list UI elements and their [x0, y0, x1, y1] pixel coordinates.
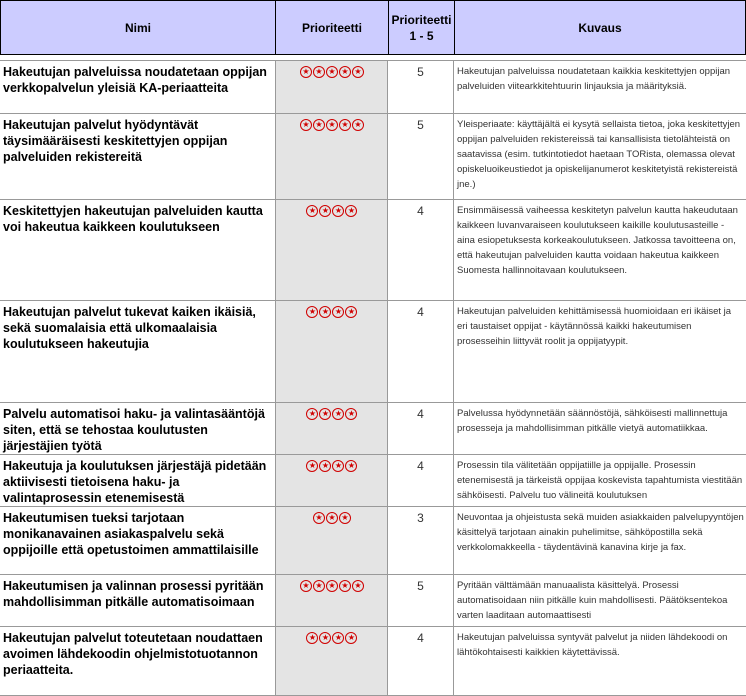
star-icon: ★	[345, 632, 357, 644]
priority-stars	[276, 627, 388, 696]
priority-value: 4	[388, 200, 454, 301]
star-icon: ★	[345, 205, 357, 217]
priority-value: 4	[388, 455, 454, 507]
star-icon: ★	[345, 306, 357, 318]
star-icon: ★	[339, 580, 351, 592]
priority-value: 4	[388, 627, 454, 696]
star-icon: ★	[306, 632, 318, 644]
priority-value: 4	[388, 301, 454, 403]
requirement-description: Hakeutujan palveluissa syntyvät palvelut ja niiden lähdekoodi on lähtökohtaisesti kaikkien käytettävissä.	[454, 627, 746, 696]
requirement-description: Palvelussa hyödynnetään säännöstöjä, sähköisesti mallinnettuja prosesseja ja mahdollisimman pitkälle vietyä automatiikkaa.	[454, 403, 746, 455]
star-icon: ★	[319, 306, 331, 318]
star-icon: ★	[332, 306, 344, 318]
requirement-description: Ensimmäisessä vaiheessa keskitetyn palvelun kautta hakeudutaan kaikkeen luvanvaraiseen koulutukseen kaikille koulutusasteille - aina esiopetuksesta korkeakoulutukseen. Jatkossa tavoitteena on, että hakeutujan palveluiden kautta voidaan hakeutua kaikkeen Suomesta hallinnoitavaan koulutukseen.	[454, 200, 746, 301]
star-icon: ★	[332, 408, 344, 420]
star-icon: ★	[319, 408, 331, 420]
header-name: Nimi	[0, 0, 276, 55]
table-row	[0, 301, 746, 403]
star-icon: ★	[339, 512, 351, 524]
star-icon: ★	[300, 66, 312, 78]
requirement-description: Yleisperiaate: käyttäjältä ei kysytä sellaista tietoa, joka keskitettyjen oppijan palveluiden rekistereissä tai kansallisista tietolähteistä on saatavissa (esim. tutkintotiedot haetaan TORista, olemassa olevat opiskeluoikeustiedot ja opiskelijanumerot keskitetyistä rekistereistä jne.)	[454, 114, 746, 200]
priority-stars	[276, 507, 388, 575]
star-icon: ★	[319, 205, 331, 217]
priority-stars	[276, 403, 388, 455]
table-row	[0, 455, 746, 507]
star-icon: ★	[326, 66, 338, 78]
requirement-name: Keskitettyjen hakeutujan palveluiden kautta voi hakeutua kaikkeen koulutukseen	[0, 200, 276, 301]
star-icon: ★	[339, 66, 351, 78]
star-icon: ★	[326, 580, 338, 592]
header-gap	[0, 55, 746, 61]
star-icon: ★	[319, 460, 331, 472]
priority-stars	[276, 61, 388, 114]
requirement-name: Hakeutujan palvelut toteutetaan noudattaen avoimen lähdekoodin ohjelmistotuotannon periaatteita.	[0, 627, 276, 696]
table-row	[0, 403, 746, 455]
star-icon: ★	[345, 460, 357, 472]
priority-value: 3	[388, 507, 454, 575]
star-icon: ★	[345, 408, 357, 420]
priority-stars	[276, 200, 388, 301]
star-icon: ★	[306, 460, 318, 472]
star-icon: ★	[352, 119, 364, 131]
requirement-description: Neuvontaa ja ohjeistusta sekä muiden asiakkaiden palvelupyyntöjen käsittelyä tarjotaan ainakin puhelimitse, sähköpostilla sekä verkkolomakkeella - täydentävinä kanavina kirje ja fax.	[454, 507, 746, 575]
table-row	[0, 627, 746, 696]
star-icon: ★	[300, 580, 312, 592]
requirement-description: Hakeutujan palveluissa noudatetaan kaikkia keskitettyjen oppijan palveluiden viitearkkitehtuurin linjauksia ja määrityksiä.	[454, 61, 746, 114]
requirement-name: Hakeutujan palvelut tukevat kaiken ikäisiä, sekä suomalaisia että ulkomaalaisia koulutukseen hakeutujia	[0, 301, 276, 403]
priority-value: 5	[388, 575, 454, 627]
star-icon: ★	[313, 580, 325, 592]
star-icon: ★	[313, 119, 325, 131]
requirement-description: Hakeutujan palveluiden kehittämisessä huomioidaan eri ikäiset ja eri taustaiset oppijat - käytännössä kaikki hakeutumisen prosesseihin liittyvät roolit ja oppijatyypit.	[454, 301, 746, 403]
table-row	[0, 507, 746, 575]
priority-stars	[276, 114, 388, 200]
star-icon: ★	[332, 460, 344, 472]
priority-value: 5	[388, 61, 454, 114]
priority-stars	[276, 575, 388, 627]
priority-stars	[276, 455, 388, 507]
star-icon: ★	[306, 408, 318, 420]
star-icon: ★	[352, 66, 364, 78]
star-icon: ★	[352, 580, 364, 592]
priority-value: 5	[388, 114, 454, 200]
table-row	[0, 61, 746, 114]
header-priority: Prioriteetti	[275, 0, 389, 55]
star-icon: ★	[300, 119, 312, 131]
star-icon: ★	[313, 66, 325, 78]
star-icon: ★	[313, 512, 325, 524]
requirement-name: Hakeutumisen tueksi tarjotaan monikanavainen asiakaspalvelu sekä oppijoille että opetustoimen ammattilaisille	[0, 507, 276, 575]
header-priority-num: Prioriteetti 1 - 5	[388, 0, 455, 55]
requirement-name: Hakeutujan palveluissa noudatetaan oppijan verkkopalvelun yleisiä KA-periaatteita	[0, 61, 276, 114]
star-icon: ★	[326, 119, 338, 131]
star-icon: ★	[339, 119, 351, 131]
table-row	[0, 575, 746, 627]
star-icon: ★	[326, 512, 338, 524]
requirement-name: Palvelu automatisoi haku- ja valintasääntöjä siten, että se tehostaa koulutusten järjestäjien työtä	[0, 403, 276, 455]
star-icon: ★	[306, 205, 318, 217]
header-description: Kuvaus	[454, 0, 746, 55]
requirement-description: Pyritään välttämään manuaalista käsittelyä. Prosessi automatisoidaan niin pitkälle kuin mahdollisesti. Päätöksentekoa varten laaditaan automaattisesti	[454, 575, 746, 627]
star-icon: ★	[306, 306, 318, 318]
star-icon: ★	[332, 205, 344, 217]
requirement-name: Hakeutumisen ja valinnan prosessi pyritään mahdollisimman pitkälle automatisoimaan	[0, 575, 276, 627]
priority-value: 4	[388, 403, 454, 455]
table-row	[0, 114, 746, 200]
requirement-description: Prosessin tila välitetään oppijatiille ja oppijalle. Prosessin etenemisestä ja tärkeistä oppijaa koskevista tapahtumista viestitään sähköisesti. Palvelu tuo välineitä koulutuksen	[454, 455, 746, 507]
star-icon: ★	[319, 632, 331, 644]
priority-stars	[276, 301, 388, 403]
table-row	[0, 200, 746, 301]
requirement-name: Hakeutuja ja koulutuksen järjestäjä pidetään aktiivisesti tietoisena haku- ja valintaprosessin etenemisestä	[0, 455, 276, 507]
star-icon: ★	[332, 632, 344, 644]
requirement-name: Hakeutujan palvelut hyödyntävät täysimääräisesti keskitettyjen oppijan palveluiden rekistereitä	[0, 114, 276, 200]
